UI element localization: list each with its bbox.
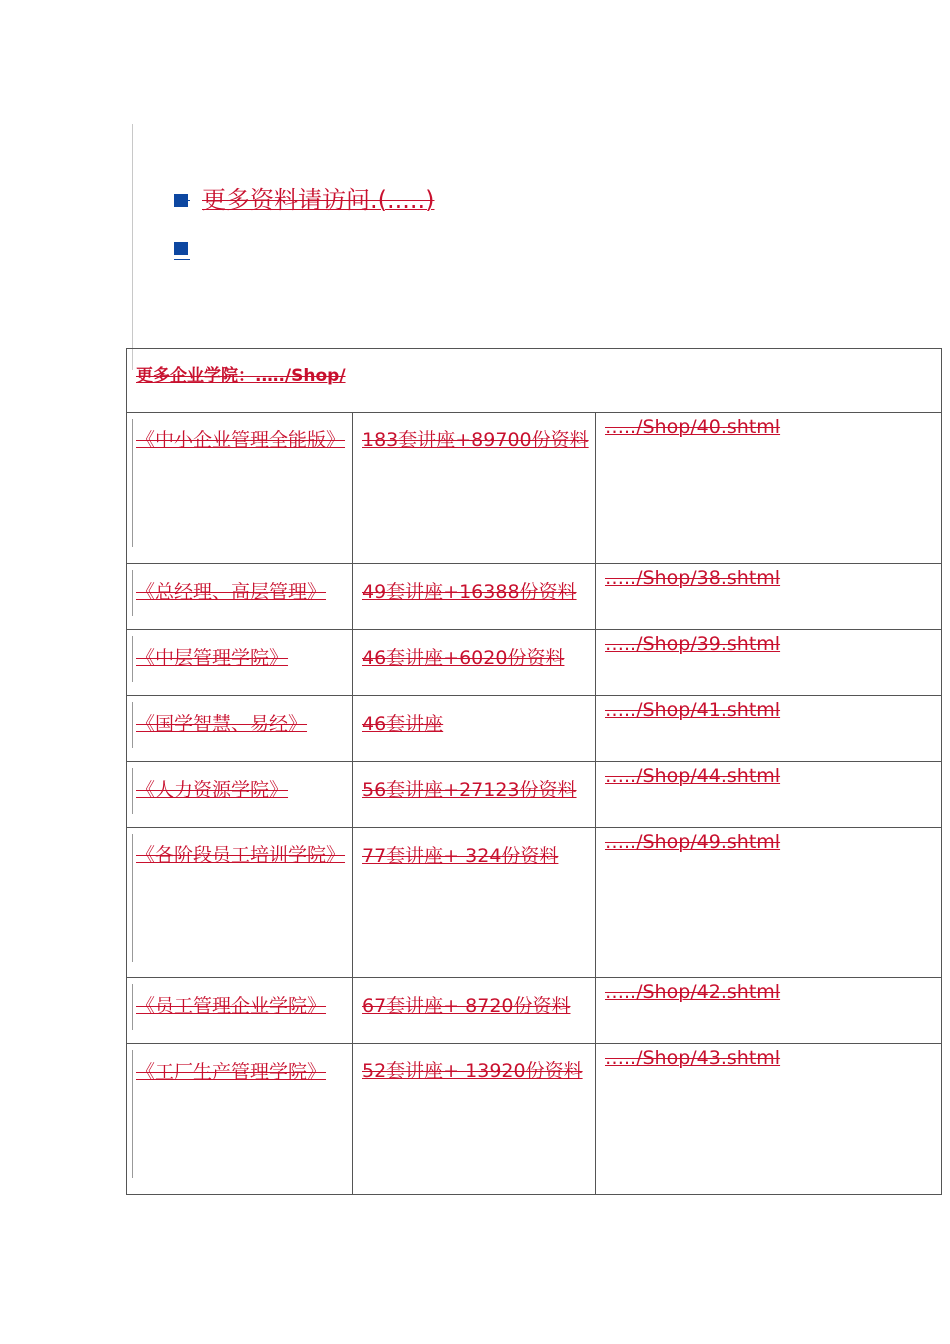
course-count-cell <box>353 413 596 564</box>
course-url-link[interactable]: …../Shop/38.shtml <box>605 567 781 589</box>
table-row <box>127 564 942 630</box>
more-academies-link[interactable]: 更多企业学院：.…./Shop/ <box>136 366 346 386</box>
course-name-link[interactable]: 《工厂生产管理学院》 <box>136 1061 327 1083</box>
course-name-cell <box>127 564 353 630</box>
course-url-cell <box>596 828 942 978</box>
course-name-link[interactable]: 《员工管理企业学院》 <box>136 995 327 1017</box>
course-count-link[interactable]: 52套讲座+ 13920份资料 <box>362 1060 583 1082</box>
course-name-link[interactable]: 《中层管理学院》 <box>136 647 289 669</box>
course-count-cell <box>353 696 596 762</box>
course-name-link[interactable]: 《各阶段员工培训学院》 <box>136 844 346 866</box>
course-count-link[interactable]: 46套讲座 <box>362 713 444 735</box>
course-count-link[interactable]: 56套讲座+27123份资料 <box>362 779 577 801</box>
course-url-link[interactable]: …../Shop/49.shtml <box>605 831 781 853</box>
table-row <box>127 413 942 564</box>
course-name-cell <box>127 1044 353 1195</box>
course-url-link[interactable]: …../Shop/44.shtml <box>605 765 781 787</box>
course-count-cell <box>353 630 596 696</box>
course-name-cell <box>127 630 353 696</box>
course-count-cell <box>353 762 596 828</box>
course-url-link[interactable]: …../Shop/40.shtml <box>605 416 781 438</box>
underline-mark <box>174 259 190 260</box>
course-url-cell <box>596 413 942 564</box>
course-name-link[interactable]: 《中小企业管理全能版》 <box>136 429 346 451</box>
table-row <box>127 1044 942 1195</box>
course-count-cell <box>353 564 596 630</box>
table-row <box>127 696 942 762</box>
course-url-cell <box>596 978 942 1044</box>
course-url-cell <box>596 1044 942 1195</box>
course-count-cell <box>353 1044 596 1195</box>
course-count-link[interactable]: 77套讲座+ 324份资料 <box>362 845 559 867</box>
course-name-cell <box>127 828 353 978</box>
course-url-link[interactable]: …../Shop/42.shtml <box>605 981 781 1003</box>
course-count-link[interactable]: 67套讲座+ 8720份资料 <box>362 995 571 1017</box>
course-count-cell <box>353 828 596 978</box>
course-count-link[interactable]: 183套讲座+89700份资料 <box>362 429 589 451</box>
course-url-cell <box>596 564 942 630</box>
course-name-link[interactable]: 《总经理、高层管理》 <box>136 581 327 603</box>
course-url-link[interactable]: …../Shop/39.shtml <box>605 633 781 655</box>
course-url-cell <box>596 630 942 696</box>
course-name-cell <box>127 413 353 564</box>
margin-rule <box>132 124 133 370</box>
course-name-cell <box>127 978 353 1044</box>
course-url-cell <box>596 696 942 762</box>
course-table <box>126 348 942 1195</box>
table-row <box>127 828 942 978</box>
more-resources-link[interactable]: 更多资料请访问.(.....) <box>202 186 435 214</box>
course-url-link[interactable]: …../Shop/41.shtml <box>605 699 781 721</box>
course-count-link[interactable]: 49套讲座+16388份资料 <box>362 581 577 603</box>
course-name-link[interactable]: 《国学智慧、易经》 <box>136 713 308 735</box>
table-row <box>127 630 942 696</box>
course-count-link[interactable]: 46套讲座+6020份资料 <box>362 647 565 669</box>
course-url-link[interactable]: …../Shop/43.shtml <box>605 1047 781 1069</box>
strike-mark <box>174 200 190 201</box>
course-url-cell <box>596 762 942 828</box>
course-name-link[interactable]: 《人力资源学院》 <box>136 779 289 801</box>
square-bullet-icon <box>174 242 188 255</box>
course-name-cell <box>127 696 353 762</box>
